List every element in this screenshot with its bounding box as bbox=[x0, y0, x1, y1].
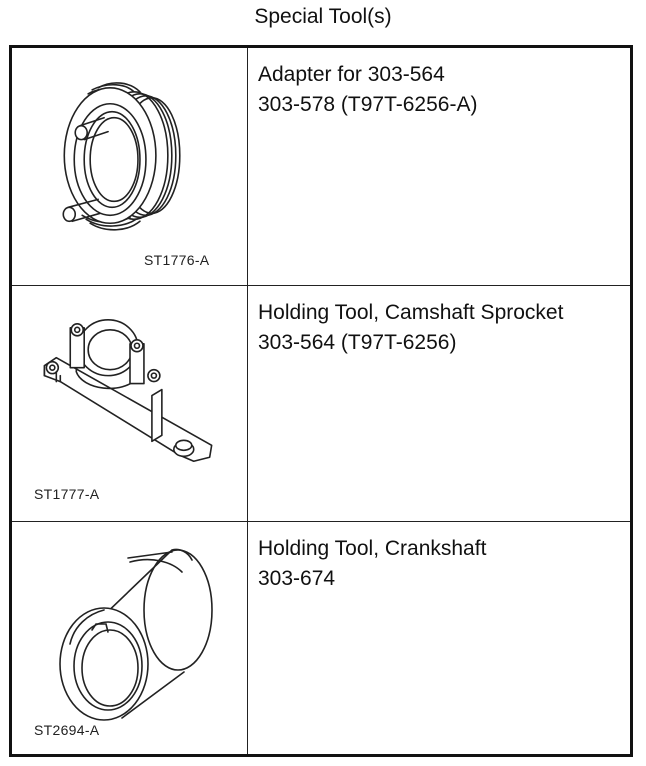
table-row bbox=[12, 48, 630, 286]
tool-number: 303-564 (T97T-6256) bbox=[258, 331, 457, 354]
tool-image-cell bbox=[12, 48, 248, 285]
adapter-tool-icon bbox=[12, 48, 248, 285]
table-row bbox=[12, 286, 630, 522]
tool-image-cell bbox=[12, 286, 248, 521]
table-row bbox=[12, 522, 630, 754]
tool-number: 303-674 bbox=[258, 567, 336, 590]
figure-code: ST1777-A bbox=[34, 486, 100, 502]
page-title: Special Tool(s) bbox=[254, 5, 392, 28]
tool-description bbox=[258, 298, 624, 358]
figure-code: ST2694-A bbox=[34, 722, 100, 738]
tool-name: Holding Tool, Crankshaft bbox=[258, 537, 487, 560]
tool-description bbox=[258, 534, 624, 594]
tool-name: Adapter for 303-564 bbox=[258, 63, 445, 86]
tool-name: Holding Tool, Camshaft Sprocket bbox=[258, 301, 564, 324]
tool-description bbox=[258, 60, 624, 120]
tool-image-cell bbox=[12, 522, 248, 754]
tool-number: 303-578 (T97T-6256-A) bbox=[258, 93, 478, 116]
crankshaft-holding-tool-icon bbox=[12, 522, 248, 754]
special-tools-table bbox=[9, 45, 633, 757]
figure-code: ST1776-A bbox=[144, 252, 210, 268]
